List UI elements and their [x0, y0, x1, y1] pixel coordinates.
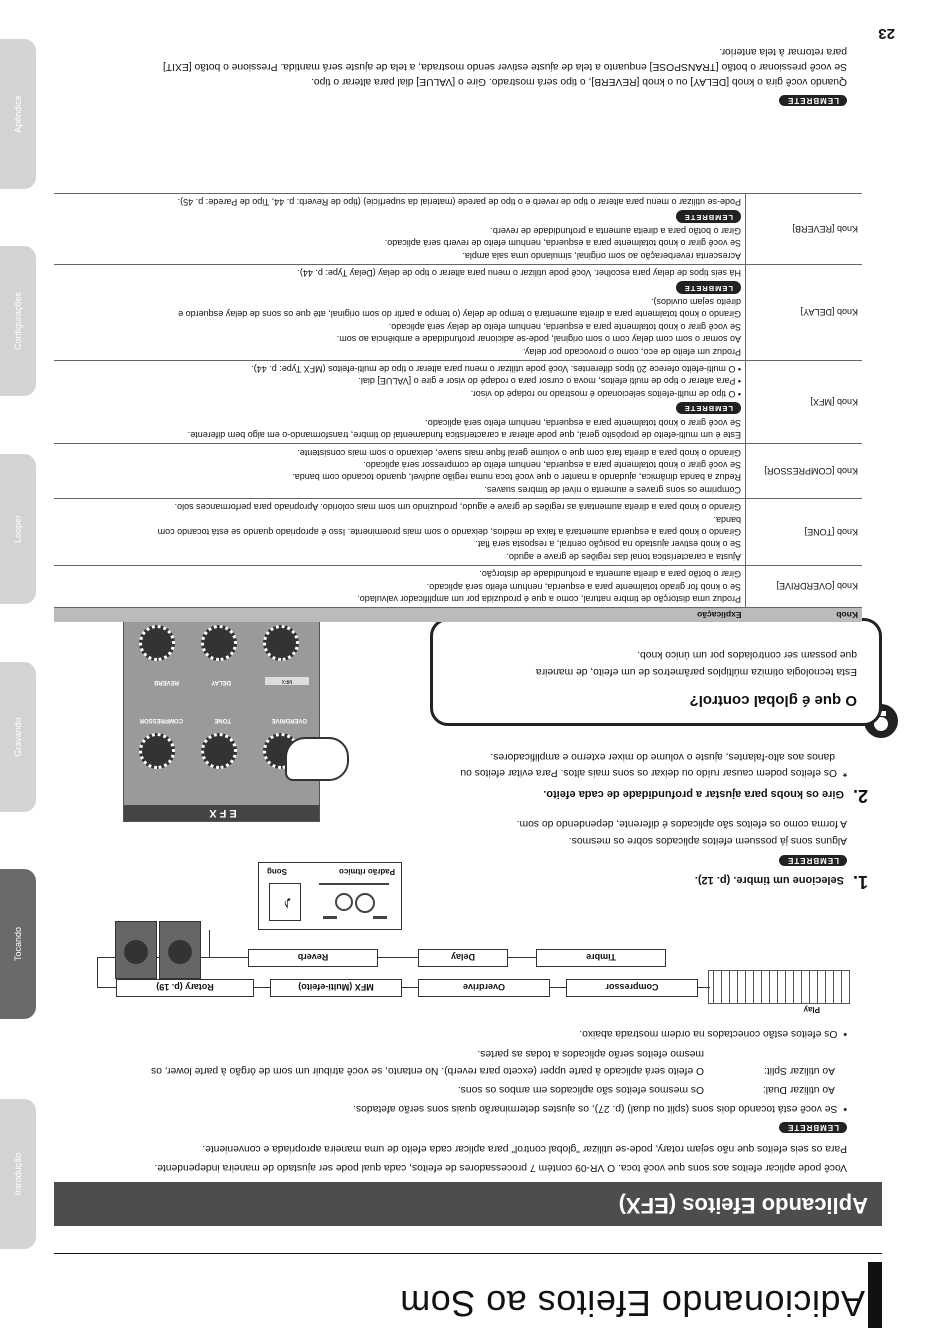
tab-apendice[interactable]: Apêndice [0, 39, 36, 189]
table-row [54, 565, 862, 607]
label-delay: DELAY [211, 679, 231, 685]
step-1-note-2: A forma como os efeitos são aplicados é diferente, dependendo do som. [516, 818, 847, 829]
table-row [54, 264, 862, 360]
section-title: Aplicando Efeitos (EFX) [618, 1193, 868, 1218]
table-header-knob: Knob [746, 608, 863, 623]
step-1-number: 1. [852, 872, 868, 892]
tab-looper[interactable]: Looper [0, 454, 36, 604]
tab-gravando[interactable]: Gravando [0, 662, 36, 812]
flow-source-song: Song [267, 867, 287, 876]
speakers-illustration [105, 919, 205, 979]
knob-explanation: Acrescenta reverberação ao som original, simulando uma sala ampla. Se você girar o knob totalmente para a esquerda, nenhum efeito de reverb será aplicado. Girar o botão para a direita aumenta a profundidade de reverb. LEMBRETE Pode-se utilizar o menu para alterar o tipo de reverb e o tipo de parede (material da superfície) (tipo de Reverb: p. 44, Tipo de Parede: p. 45). [54, 193, 746, 264]
note-split-text-1: O efeito será aplicado à parte upper (exceto para reverb). No entanto, se você atribuir um som de órgão à parte lower, os [151, 1065, 704, 1076]
footer-note-2: Se você pressionar o botão [TRANSPOSE] enquanto a tela de ajuste estiver sendo mostrada, a tela de ajuste será mantida. Pressione o botão [EXIT] [163, 61, 847, 72]
tab-configuracoes[interactable]: Configurações [0, 246, 36, 396]
flow-overdrive: Overdrive [418, 979, 550, 997]
flow-play-label: Play [803, 1005, 820, 1014]
footer-note-1: Quando você gira o knob [DELAY] ou o knob [REVERB], o tipo será mostrado. Gire o [VALUE] dial para alterar o tipo. [311, 76, 847, 87]
label-reverb: REVERB [153, 679, 179, 685]
label-overdrive: OVERDRIVE [271, 717, 307, 723]
flow-timbre: Timbre [536, 949, 666, 967]
info-line-2: que possam ser controlados por um único knob. [637, 649, 857, 660]
flow-sources-box [258, 862, 402, 930]
mfx-knob [263, 625, 299, 661]
knob-explanation: Produz um efeito de eco, como o provocado por delay. Ao somar o som com delay com o som original, pode-se adicionar profundidade e ambiência ao som. Se você girar o knob totalmente para a esquerda, nenhum efeito de delay será aplicado. Girando o knob totalmente para a direita aumentará o tempo de delay (o tempo a partir do som original, até que os sons de delay esquerdo e direito sejam ouvidos). LEMBRETE Há seis tipos de delay para escolher. Você pode utilizar o menu para alterar o tipo de delay (Delay Type: p. 44). [54, 264, 746, 360]
knob-name: Knob [OVERDRIVE] [746, 565, 863, 607]
tab-introducao[interactable]: Introdução [0, 1099, 36, 1249]
note-split-text-2: mesmo efeitos serão aplicados a todas as partes. [477, 1048, 704, 1059]
tab-tocando[interactable]: Tocando [0, 869, 36, 1019]
knob-explanation: Ajusta a característica tonal das regiões de grave e agudo. Se o knob estiver ajustado na posição central, a resposta será flat. Girando o knob para a esquerda aumentará a faixa de médios, deixando o som mais proeminente. Isso é apropriado quando se está tocando com banda. Girando o knob para a direita aumentará as regiões de grave e agudo, produzindo um som mais colorido. Apropriado para performances solo. [54, 498, 746, 565]
flow-compressor: Compressor [566, 979, 698, 997]
note-dual-text: Os mesmos efeitos são aplicados em ambos os sons. [457, 1084, 704, 1095]
flow-source-rhythm: Padrão rítmico [338, 867, 395, 876]
step-2-number: 2. [852, 786, 868, 806]
step-1-note-1: Alguns sons já possuem efeitos aplicados sobre os mesmos. [568, 835, 847, 846]
efx-panel-title: EFX [124, 805, 319, 821]
intro-line-2: Para os seis efeitos que não sejam rotary, pode-se utilizar "global control" para aplicar cada efeito de uma maneira apropriada e conveniente. [202, 1143, 847, 1154]
chapter-title: Adicionando Efeitos ao Som [399, 1283, 865, 1324]
hand-illustration [285, 737, 349, 781]
step-1-text: Selecione um timbre. (p. 12). [694, 874, 844, 886]
chapter-marker [868, 1262, 882, 1328]
flow-mfx: MFX (Multi-efeito) [270, 979, 402, 997]
knob-name: Knob [REVERB] [746, 193, 863, 264]
knob-explanation: Produz uma distorção de timbre natural, como a que é produzida por um amplificador valvulado. Se o knob for girado totalmente para a esquerda, nenhum efeito será aplicado. Girar o botão para a direita aumenta a profundidade de distorção. [54, 565, 746, 607]
chapter-rule [54, 1253, 882, 1254]
lembrete-badge-footer: LEMBRETE [779, 95, 847, 106]
reverb-knob [139, 625, 175, 661]
flow-rotary: Rotary (p. 19) [116, 979, 254, 997]
info-line-1: Esta tecnologia otimiza múltiplos parâmetros de um efeito, de maneira [535, 666, 857, 677]
step-2-note-2: danos aos alto-falantes, ajuste o volume do mixer externo e amplificadores. [490, 751, 835, 762]
knob-name: Knob [MFX] [746, 360, 863, 443]
knob-explanation: Este é um multi-efeito de propósito geral, que pode alterar a característica fundamental do timbre, transformando-o em algo bem diferente. Se você girar o knob totalmente para a esquerda, nenhum efeito será aplicado. LEMBRETE • O tipo de multi-efeitos selecionado é mostrado no rodapé do visor. • Para alterar o tipo de multi efeitos, mova o cursor para o rodapé do visor e gire o [VALUE] dial. • O multi-efeito oferece 20 tipos diferentes. Você pode utilizar o menu para alterar o tipo de multi-efeitos (MFX Type: p. 44). [54, 360, 746, 443]
table-row [54, 360, 862, 443]
step-2-note-1: *Os efeitos podem causar ruído ou deixar os sons mais altos. Para evitar efeitos ou [460, 767, 847, 778]
knob-name: Knob [TONE] [746, 498, 863, 565]
page-number: 23 [878, 25, 895, 42]
label-mfx: MFX [265, 677, 309, 685]
label-compressor: COMPRESSOR [139, 717, 183, 723]
table-header-explicacao: Explicação [54, 608, 746, 623]
efx-panel-illustration [123, 615, 320, 822]
knob-table [54, 193, 862, 622]
note-order: •Os efeitos estão conectados na ordem mostrada abaixo. [579, 1028, 847, 1039]
table-row [54, 444, 862, 499]
music-note-icon: ♪ [269, 883, 301, 921]
lembrete-badge: LEMBRETE [779, 1122, 847, 1133]
info-box [430, 618, 882, 726]
flow-delay: Delay [418, 949, 508, 967]
intro-line-1: Você pode aplicar efeitos aos sons que você toca. O VR-09 contém 7 processadores de efeitos, cada qual pode ser ajustado de maneira independente. [154, 1162, 847, 1173]
label-tone: TONE [214, 717, 231, 723]
knob-name: Knob [DELAY] [746, 264, 863, 360]
note-split-intro: •Se você está tocando dois sons (split ou dual) (p. 27), os ajustes determinarão quais sons serão afetados. [353, 1103, 847, 1114]
keyboard-illustration [708, 970, 850, 1004]
note-split-label: Ao utilizar Split: [764, 1065, 835, 1076]
drum-kit-icon [319, 883, 389, 921]
flow-reverb: Reverb [248, 949, 378, 967]
lembrete-badge-step1: LEMBRETE [779, 855, 847, 866]
knob-explanation: Comprime os sons graves e aumenta o nível de timbres suaves. Reduz a banda dinâmica, ajudando a manter o que você toca numa região audível, quando tocando com banda. Se você girar o knob totalmente para a esquerda, nenhum efeito de compressor será aplicado. Girando o knob para a direita fará com que o volume geral fique mais suave, deixando o som mais consistente. [54, 444, 746, 499]
table-row [54, 498, 862, 565]
knob-name: Knob [COMPRESSOR] [746, 444, 863, 499]
footer-note-3: para retornar à tela anterior. [719, 46, 847, 57]
table-row [54, 193, 862, 264]
compressor-knob [139, 733, 175, 769]
info-title: O que é global control? [689, 692, 857, 709]
section-title-bar [54, 1182, 882, 1226]
delay-knob [201, 625, 237, 661]
note-dual-label: Ao utilizar Dual: [762, 1084, 835, 1095]
tone-knob [201, 733, 237, 769]
step-2-text: Gire os knobs para ajustar a profundidade de cada efeito. [543, 788, 844, 800]
